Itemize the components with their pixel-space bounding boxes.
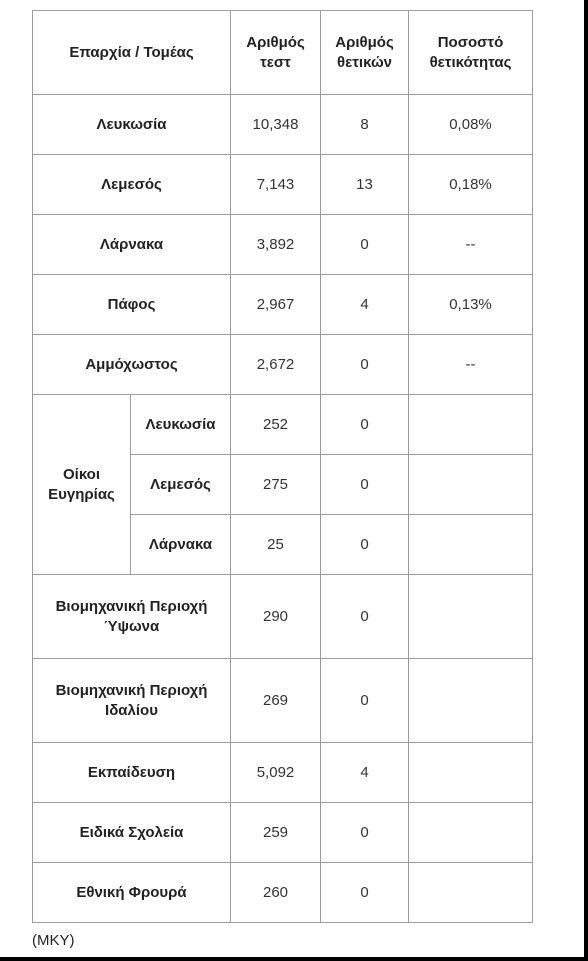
row-tests: 10,348	[231, 95, 321, 155]
row-positives: 0	[321, 215, 409, 275]
group-row-label: Λεμεσός	[131, 455, 231, 515]
row-rate	[409, 455, 533, 515]
row-label: Λευκωσία	[33, 95, 231, 155]
row-tests: 25	[231, 515, 321, 575]
header-tests: Αριθμός τεστ	[231, 11, 321, 95]
row-rate	[409, 575, 533, 659]
group-row-label: Λάρνακα	[131, 515, 231, 575]
row-tests: 3,892	[231, 215, 321, 275]
row-label: Λεμεσός	[33, 155, 231, 215]
row-rate	[409, 743, 533, 803]
table-row	[33, 743, 533, 803]
table-row	[33, 95, 533, 155]
row-rate: 0,13%	[409, 275, 533, 335]
row-positives: 13	[321, 155, 409, 215]
row-tests: 2,672	[231, 335, 321, 395]
table-row	[33, 395, 533, 455]
row-rate: --	[409, 215, 533, 275]
row-tests: 259	[231, 803, 321, 863]
table-row	[33, 575, 533, 659]
row-positives: 0	[321, 455, 409, 515]
table-row	[33, 659, 533, 743]
row-rate: 0,18%	[409, 155, 533, 215]
row-label: Εκπαίδευση	[33, 743, 231, 803]
row-positives: 0	[321, 515, 409, 575]
row-tests: 2,967	[231, 275, 321, 335]
row-label: Λάρνακα	[33, 215, 231, 275]
row-tests: 252	[231, 395, 321, 455]
row-rate	[409, 395, 533, 455]
table-row	[33, 275, 533, 335]
row-positives: 0	[321, 863, 409, 923]
row-rate	[409, 863, 533, 923]
row-tests: 269	[231, 659, 321, 743]
row-rate	[409, 659, 533, 743]
table-row	[33, 803, 533, 863]
table-row	[33, 335, 533, 395]
row-positives: 8	[321, 95, 409, 155]
row-positives: 0	[321, 335, 409, 395]
row-tests: 7,143	[231, 155, 321, 215]
row-label: Εθνική Φρουρά	[33, 863, 231, 923]
row-rate	[409, 803, 533, 863]
row-positives: 4	[321, 275, 409, 335]
table-row	[33, 215, 533, 275]
group-label: Οίκοι Ευγηρίας	[33, 395, 131, 575]
row-positives: 0	[321, 575, 409, 659]
row-positives: 0	[321, 659, 409, 743]
row-rate: --	[409, 335, 533, 395]
header-rate: Ποσοστό θετικότητας	[409, 11, 533, 95]
row-rate: 0,08%	[409, 95, 533, 155]
row-tests: 290	[231, 575, 321, 659]
row-tests: 275	[231, 455, 321, 515]
table-row	[33, 863, 533, 923]
group-row-label: Λευκωσία	[131, 395, 231, 455]
table-header-row	[33, 11, 533, 95]
row-label: Βιομηχανική Περιοχή Ιδαλίου	[33, 659, 231, 743]
row-tests: 5,092	[231, 743, 321, 803]
row-label: Πάφος	[33, 275, 231, 335]
header-region: Επαρχία / Τομέας	[33, 11, 231, 95]
row-label: Ειδικά Σχολεία	[33, 803, 231, 863]
row-tests: 260	[231, 863, 321, 923]
table-row	[33, 155, 533, 215]
row-positives: 0	[321, 803, 409, 863]
row-positives: 0	[321, 395, 409, 455]
row-label: Βιομηχανική Περιοχή Ύψωνα	[33, 575, 231, 659]
row-rate	[409, 515, 533, 575]
source-caption: (MKY)	[32, 932, 75, 949]
row-label: Αμμόχωστος	[33, 335, 231, 395]
covid-tests-table	[32, 10, 533, 923]
row-positives: 4	[321, 743, 409, 803]
header-positives: Αριθμός θετικών	[321, 11, 409, 95]
